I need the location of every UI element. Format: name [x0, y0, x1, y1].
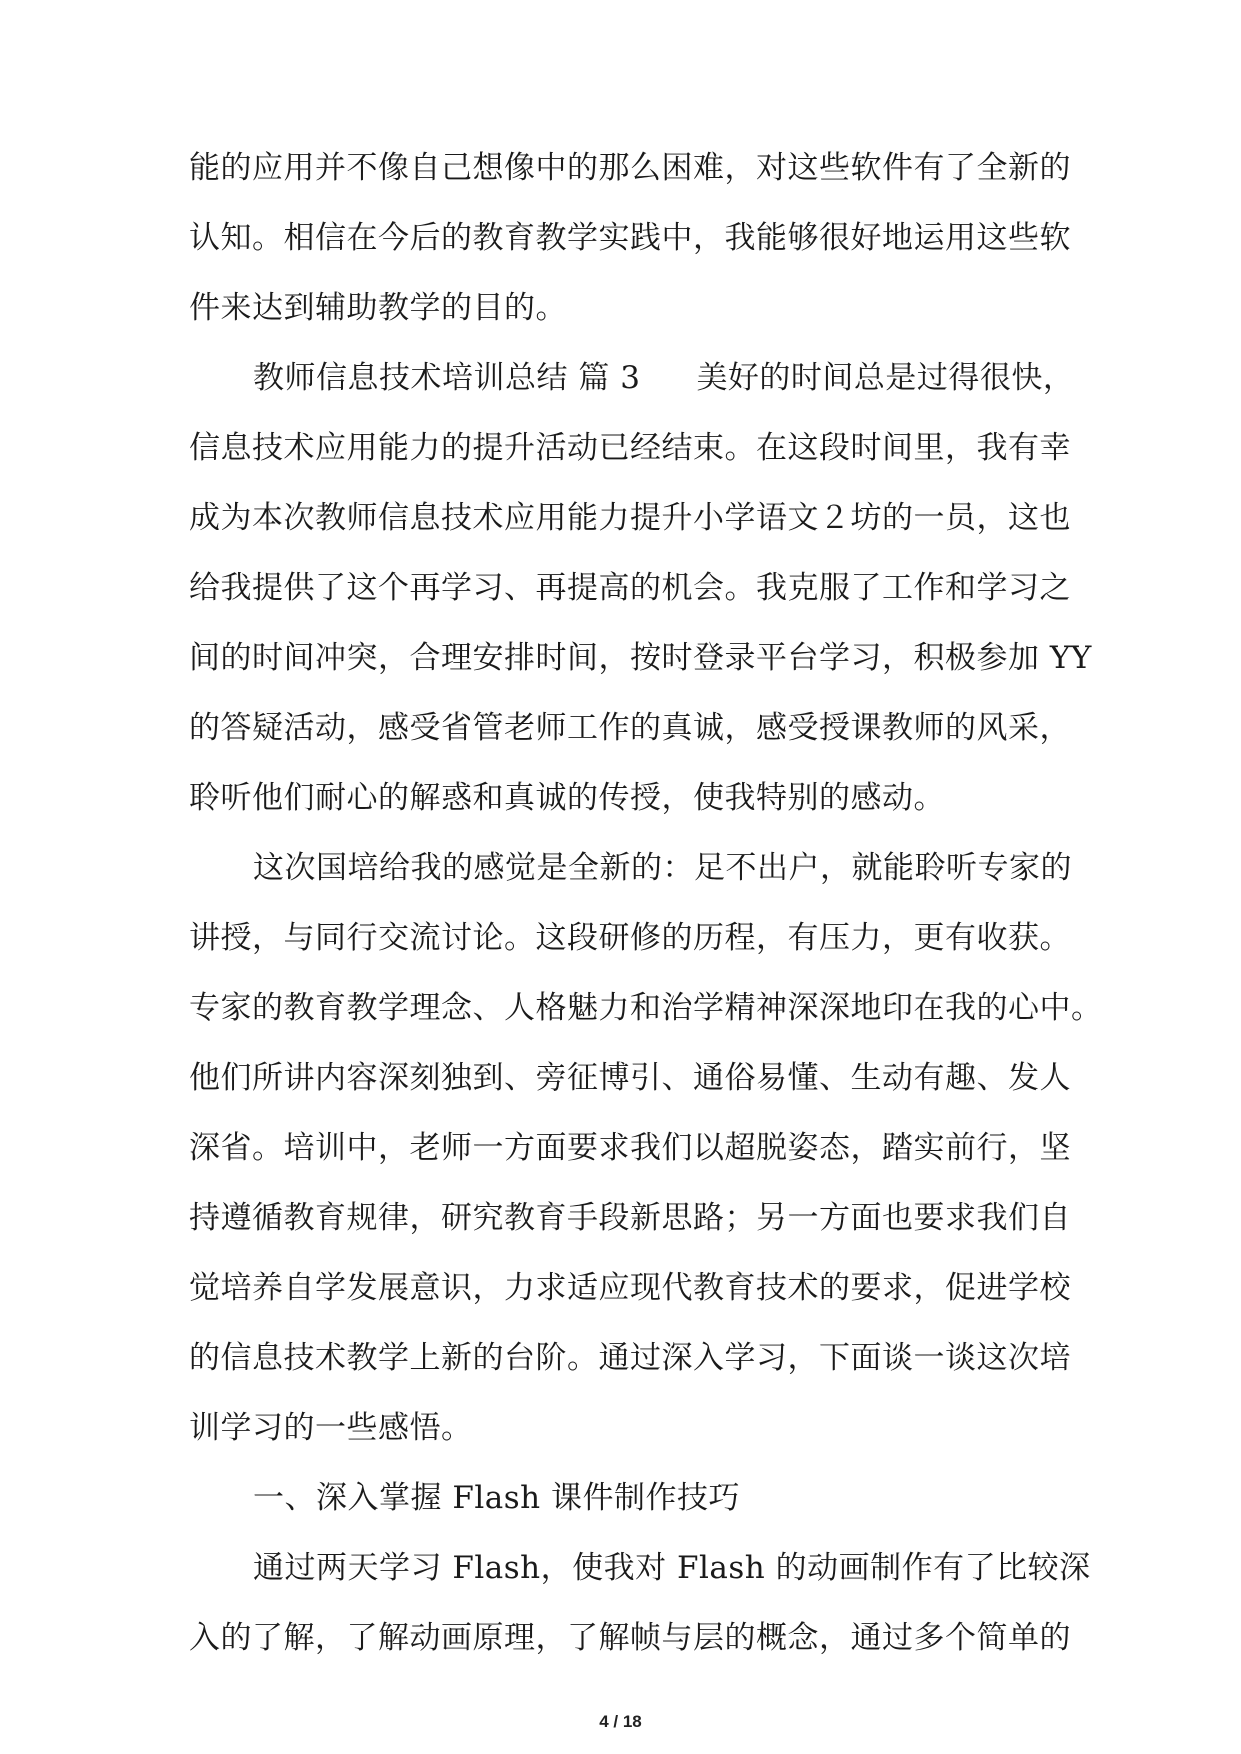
text-line: 间的时间冲突，合理安排时间，按时登录平台学习，积极参加 YY: [189, 640, 1092, 676]
text-line: 觉培养自学发展意识，力求适应现代教育技术的要求，促进学校: [189, 1270, 1071, 1306]
text-line: 持遵循教育规律，研究教育手段新思路；另一方面也要求我们自: [189, 1200, 1071, 1236]
paragraph-start-line: 这次国培给我的感觉是全新的：足不出户，就能聆听专家的: [253, 850, 1072, 886]
text-line: 深省。培训中，老师一方面要求我们以超脱姿态，踏实前行，坚: [189, 1130, 1071, 1166]
text-line: 信息技术应用能力的提升活动已经结束。在这段时间里，我有幸: [189, 430, 1071, 466]
text-line: 训学习的一些感悟。: [189, 1410, 473, 1446]
heading-title: 教师信息技术培训总结: [253, 360, 568, 396]
text-line: 聆听他们耐心的解惑和真诚的传授，使我特别的感动。: [189, 780, 945, 816]
heading-tail: 美好的时间总是过得很快，: [696, 360, 1075, 396]
section-heading-line: [253, 358, 1074, 398]
text-line: 给我提供了这个再学习、再提高的机会。我克服了工作和学习之: [189, 570, 1071, 606]
text-line: 成为本次教师信息技术应用能力提升小学语文２坊的一员，这也: [189, 500, 1071, 536]
text-line: 专家的教育教学理念、人格魅力和治学精神深深地印在我的心中。: [189, 990, 1103, 1026]
text-line: 他们所讲内容深刻独到、旁征博引、通俗易懂、生动有趣、发人: [189, 1060, 1071, 1096]
text-line: 的答疑活动，感受省管老师工作的真诚，感受授课教师的风采，: [189, 710, 1071, 746]
text-line: 件来达到辅助教学的目的。: [189, 290, 567, 326]
text-line: 入的了解，了解动画原理，了解帧与层的概念，通过多个简单的: [189, 1620, 1071, 1656]
heading-part: 篇 3: [578, 360, 641, 396]
text-line: 能的应用并不像自己想像中的那么困难，对这些软件有了全新的: [189, 150, 1071, 186]
subsection-heading: 一、深入掌握 Flash 课件制作技巧: [253, 1480, 740, 1516]
page-number: 4 / 18: [599, 1712, 642, 1731]
paragraph-start-line: 通过两天学习 Flash，使我对 Flash 的动画制作有了比较深: [253, 1550, 1091, 1586]
text-line: 讲授，与同行交流讨论。这段研修的历程，有压力，更有收获。: [189, 920, 1071, 956]
text-line: 的信息技术教学上新的台阶。通过深入学习，下面谈一谈这次培: [189, 1340, 1071, 1376]
text-line: 认知。相信在今后的教育教学实践中，我能够很好地运用这些软: [189, 220, 1071, 256]
